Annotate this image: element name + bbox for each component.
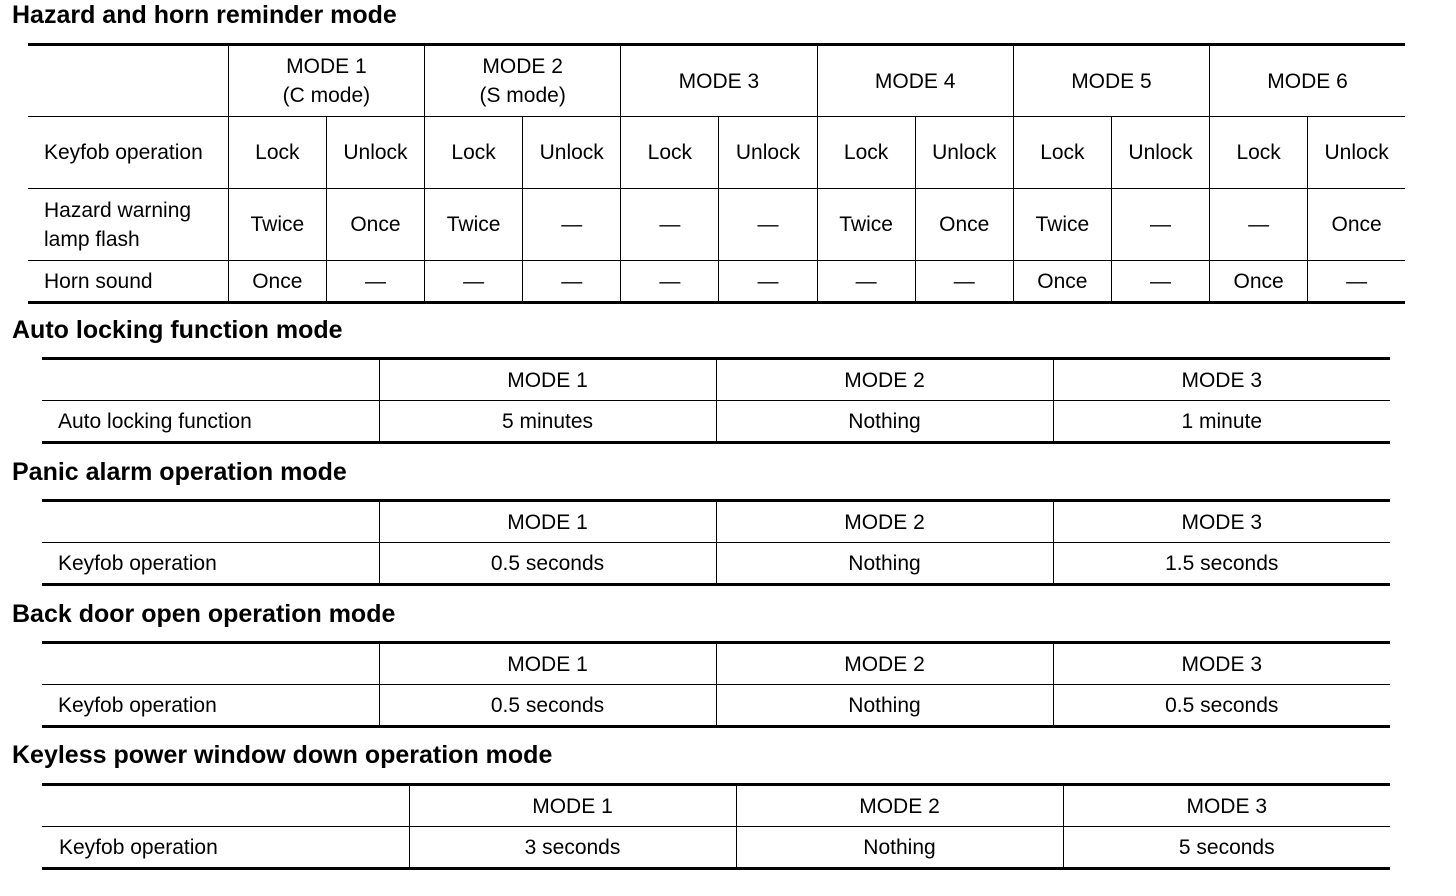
table-cell: 5 seconds xyxy=(1063,827,1390,869)
header-mode-1: MODE 1 xyxy=(379,643,716,685)
header-mode-4: MODE 4 xyxy=(817,45,1013,117)
table-cell: — xyxy=(523,189,621,261)
table-cell: Once xyxy=(1308,189,1405,261)
table-cell: Nothing xyxy=(716,685,1053,727)
row-label: Horn sound xyxy=(28,261,228,303)
table-cell: — xyxy=(326,261,424,303)
hazard-horn-table xyxy=(28,43,1405,304)
back-door-title: Back door open operation mode xyxy=(12,600,396,628)
table-cell: Unlock xyxy=(1308,117,1405,189)
table-cell: Twice xyxy=(228,189,326,261)
table-cell: Twice xyxy=(817,189,915,261)
table-row xyxy=(28,117,1405,189)
table-cell: Lock xyxy=(1210,117,1308,189)
table-cell: Once xyxy=(915,189,1013,261)
table-cell: 0.5 seconds xyxy=(1053,685,1390,727)
header-mode-2: MODE 2 (S mode) xyxy=(425,45,621,117)
header-mode-3: MODE 3 xyxy=(1053,359,1390,401)
hazard-horn-title: Hazard and horn reminder mode xyxy=(12,1,397,29)
table-header-row xyxy=(28,45,1405,117)
table-cell: Lock xyxy=(817,117,915,189)
table-row xyxy=(28,189,1405,261)
table-cell: — xyxy=(719,189,817,261)
table-row xyxy=(42,827,1390,869)
table-row xyxy=(42,685,1390,727)
table-cell: Unlock xyxy=(523,117,621,189)
table-cell: 0.5 seconds xyxy=(379,543,716,585)
table-cell: Unlock xyxy=(719,117,817,189)
panic-alarm-title: Panic alarm operation mode xyxy=(12,458,347,486)
header-mode-3: MODE 3 xyxy=(1053,643,1390,685)
row-label: Keyfob operation xyxy=(42,827,409,869)
table-cell: 1.5 seconds xyxy=(1053,543,1390,585)
header-blank-cell xyxy=(42,359,379,401)
header-mode-1: MODE 1 xyxy=(379,359,716,401)
auto-locking-title: Auto locking function mode xyxy=(12,316,343,344)
table-cell: Once xyxy=(1210,261,1308,303)
table-cell: 3 seconds xyxy=(409,827,736,869)
table-cell: — xyxy=(1111,189,1209,261)
table-cell: — xyxy=(425,261,523,303)
table-cell: Lock xyxy=(1013,117,1111,189)
header-blank-cell xyxy=(42,785,409,827)
table-cell: Lock xyxy=(228,117,326,189)
panic-alarm-table xyxy=(42,499,1390,586)
header-mode-3: MODE 3 xyxy=(1053,501,1390,543)
header-mode-5: MODE 5 xyxy=(1013,45,1209,117)
table-row xyxy=(42,401,1390,443)
table-cell: Once xyxy=(228,261,326,303)
table-header-row xyxy=(42,785,1390,827)
table-cell: Twice xyxy=(425,189,523,261)
header-blank-cell xyxy=(42,643,379,685)
auto-locking-table xyxy=(42,357,1390,444)
table-cell: Nothing xyxy=(736,827,1063,869)
table-cell: Nothing xyxy=(716,401,1053,443)
header-blank-cell xyxy=(42,501,379,543)
header-mode-2: MODE 2 xyxy=(736,785,1063,827)
table-cell: — xyxy=(1308,261,1405,303)
header-mode-1: MODE 1 (C mode) xyxy=(228,45,424,117)
row-label: Keyfob operation xyxy=(42,685,379,727)
header-mode-2: MODE 2 xyxy=(716,359,1053,401)
back-door-table xyxy=(42,641,1390,728)
header-mode-3: MODE 3 xyxy=(1063,785,1390,827)
header-mode-1: MODE 1 xyxy=(379,501,716,543)
table-cell: Once xyxy=(326,189,424,261)
table-cell: Lock xyxy=(425,117,523,189)
table-header-row xyxy=(42,501,1390,543)
table-header-row xyxy=(42,359,1390,401)
table-cell: Unlock xyxy=(915,117,1013,189)
header-mode-2: MODE 2 xyxy=(716,501,1053,543)
table-cell: — xyxy=(1210,189,1308,261)
table-row xyxy=(28,261,1405,303)
header-mode-2: MODE 2 xyxy=(716,643,1053,685)
table-cell: — xyxy=(817,261,915,303)
row-label: Auto locking function xyxy=(42,401,379,443)
table-cell: — xyxy=(719,261,817,303)
table-cell: 5 minutes xyxy=(379,401,716,443)
table-cell: — xyxy=(621,261,719,303)
row-label: Keyfob operation xyxy=(28,117,228,189)
table-cell: Unlock xyxy=(326,117,424,189)
table-cell: Nothing xyxy=(716,543,1053,585)
table-cell: Unlock xyxy=(1111,117,1209,189)
table-cell: Lock xyxy=(621,117,719,189)
header-mode-6: MODE 6 xyxy=(1210,45,1405,117)
table-cell: Twice xyxy=(1013,189,1111,261)
table-cell: — xyxy=(915,261,1013,303)
header-blank-cell xyxy=(28,45,228,117)
table-cell: Once xyxy=(1013,261,1111,303)
row-label: Hazard warning lamp flash xyxy=(28,189,228,261)
keyless-window-table xyxy=(42,783,1390,870)
table-cell: — xyxy=(523,261,621,303)
table-header-row xyxy=(42,643,1390,685)
table-row xyxy=(42,543,1390,585)
header-mode-1: MODE 1 xyxy=(409,785,736,827)
table-cell: 0.5 seconds xyxy=(379,685,716,727)
table-cell: — xyxy=(1111,261,1209,303)
header-mode-3: MODE 3 xyxy=(621,45,817,117)
table-cell: — xyxy=(621,189,719,261)
keyless-window-title: Keyless power window down operation mode xyxy=(12,741,553,769)
row-label: Keyfob operation xyxy=(42,543,379,585)
table-cell: 1 minute xyxy=(1053,401,1390,443)
